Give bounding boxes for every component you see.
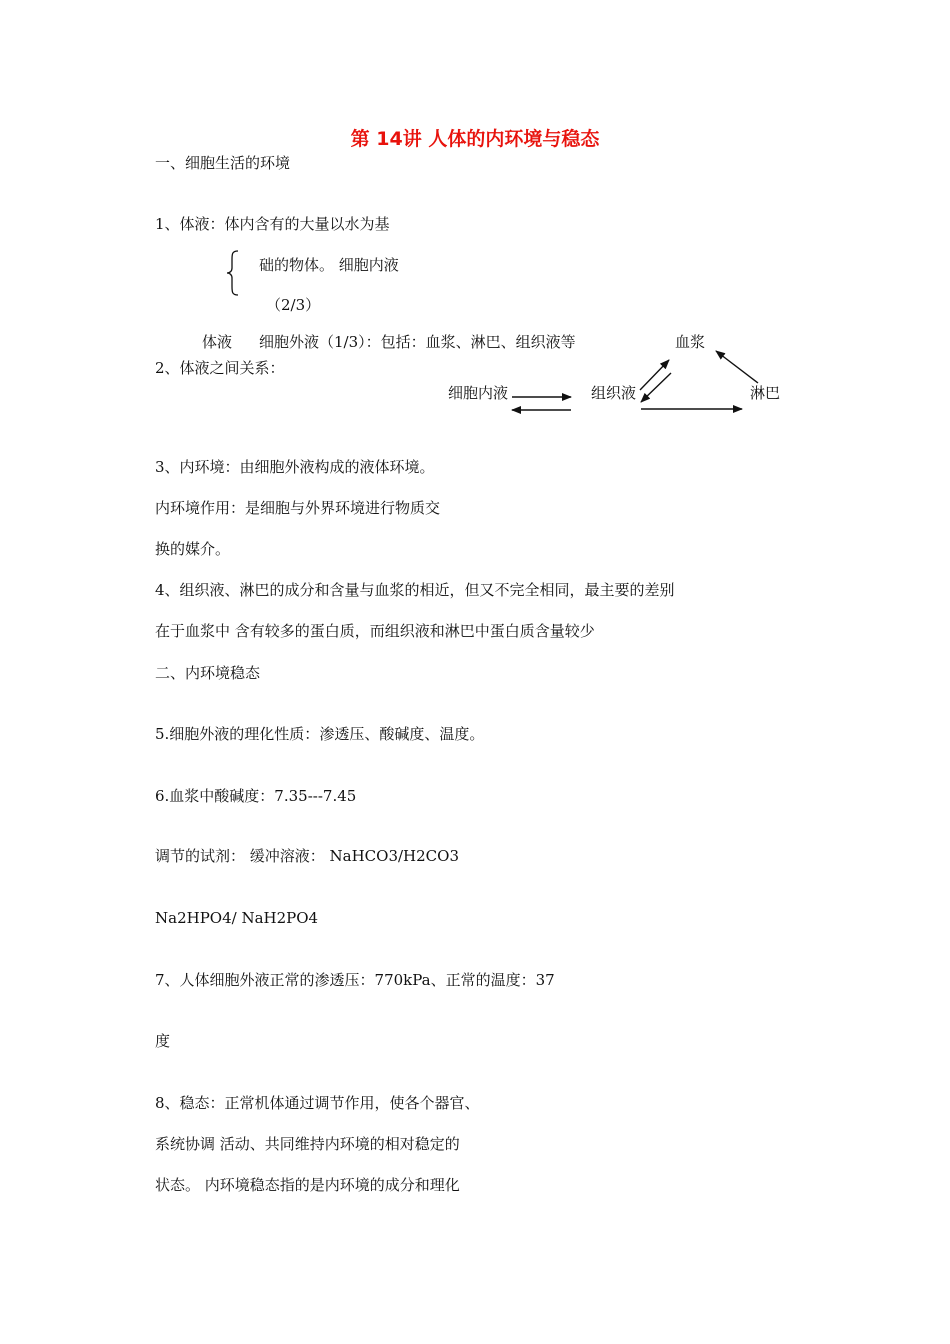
paragraph-5: 5.细胞外液的理化性质：渗透压、酸碱度、温度。 — [155, 725, 485, 743]
curly-brace-icon — [226, 250, 240, 296]
buffer-reagents-line: 调节的试剂： 缓冲溶液： NaHCO3/H2CO3 — [155, 847, 460, 865]
paragraph-4-line-1: 4、组织液、淋巴的成分和含量与血浆的相近，但又不完全相同，最主要的差别 — [155, 581, 675, 599]
diagram-node-intracellular: 细胞内液 — [448, 384, 509, 402]
paragraph-6: 6.血浆中酸碱度：7.35---7.45 — [155, 787, 357, 805]
paragraph-7: 7、人体细胞外液正常的渗透压：770kPa、正常的温度：37 — [155, 971, 555, 989]
paragraph-1-continued: 础的物体。 细胞内液 — [259, 256, 399, 274]
paragraph-4-line-2: 在于血浆中 含有较多的蛋白质，而组织液和淋巴中蛋白质含量较少 — [155, 622, 595, 640]
diagram-node-lymph: 淋巴 — [750, 384, 781, 402]
arrow-tissue-to-plasma — [640, 360, 669, 390]
buffer-reagents-line-2: Na2HPO4/ NaH2PO4 — [155, 909, 319, 927]
paragraph-7-continued: 度 — [155, 1032, 171, 1050]
diagram-node-plasma: 血浆 — [675, 333, 706, 351]
paragraph-3: 3、内环境：由细胞外液构成的液体环境。 — [155, 458, 435, 476]
arrow-lymph-to-plasma — [716, 351, 758, 383]
paragraph-8-line-3: 状态。 内环境稳态指的是内环境的成分和理化 — [155, 1176, 460, 1194]
intracellular-ratio: （2/3） — [266, 296, 321, 314]
section-heading-1: 一、细胞生活的环境 — [155, 154, 291, 172]
section-heading-2: 二、内环境稳态 — [155, 664, 261, 682]
paragraph-8-line-1: 8、稳态：正常机体通过调节作用，使各个器官、 — [155, 1094, 480, 1112]
paragraph-3-role-line-1: 内环境作用：是细胞与外界环境进行物质交 — [155, 499, 441, 517]
paragraph-1: 1、体液：体内含有的大量以水为基 — [155, 215, 390, 233]
body-fluid-label: 体液 — [202, 333, 233, 351]
paragraph-8-line-2: 系统协调 活动、共同维持内环境的相对稳定的 — [155, 1135, 460, 1153]
document-title: 第 14讲 人体的内环境与稳态 — [350, 128, 600, 150]
paragraph-3-role-line-2: 换的媒介。 — [155, 540, 231, 558]
diagram-node-tissue-fluid: 组织液 — [591, 384, 637, 402]
extracellular-fluid-line: 细胞外液（1/3）：包括：血浆、淋巴、组织液等 — [259, 333, 576, 351]
arrow-plasma-to-tissue — [641, 373, 671, 402]
paragraph-2: 2、体液之间关系： — [155, 359, 285, 377]
